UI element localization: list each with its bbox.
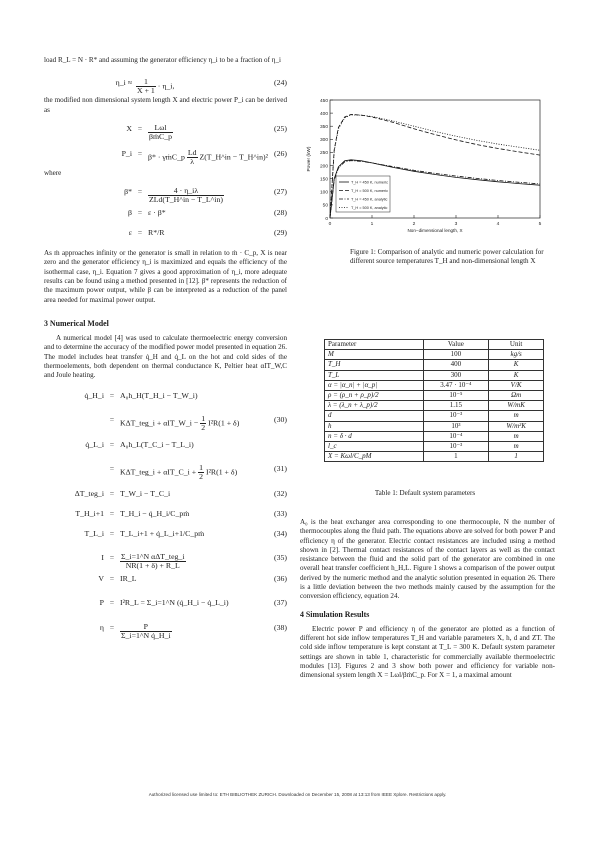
table-cell-unit: m	[489, 431, 544, 441]
x-tick-label: 5	[538, 222, 542, 227]
y-tick-label: 300	[319, 138, 328, 144]
footer-license: Authorized licensed use limited to: ETH BIBLIOTHEK ZURICH. Downloaded on December 15, 2008 at 13:13 from IEEE Xplore. Restrictions apply.	[148, 792, 447, 797]
table-row	[325, 380, 544, 390]
eq26-den: λ	[190, 156, 195, 166]
eq34-number: (34)	[274, 529, 287, 539]
eq33-number: (33)	[274, 509, 287, 519]
eq26-rhs	[148, 149, 268, 166]
eq30b-half-den: 2	[201, 423, 206, 433]
eq36-rel: =	[109, 574, 115, 584]
eq25-rel: =	[137, 123, 143, 133]
eq34-rel: =	[109, 529, 115, 539]
eq29-rel: =	[137, 228, 143, 238]
eq35-number: (35)	[274, 553, 287, 563]
eq36-number: (36)	[274, 574, 287, 584]
table-cell-value: 10⁻³	[423, 411, 489, 421]
paragraph-4: Electric power P and efficiency η of the generator are plotted as a function of different hot side inflow temperatures T_H and variable parameters X, h, d and ZT. The cold side inflow temperature is kept constant at T_L = 300 K. Default system parameter settings are shown in table 1, characteristic for commercially available thermoelectric modules [13]. Figures 2 and 3 show both power and efficiency for variable non-dimensional system length X = Lωl/βṁC_p. For X = 1, a maximal amount	[300, 624, 555, 680]
table-row	[325, 452, 544, 462]
table-cell-value: 10⁻³	[423, 441, 489, 451]
table-row	[325, 350, 544, 360]
eq30a-rel: =	[109, 391, 115, 401]
table-row	[325, 370, 544, 380]
equation-29	[44, 225, 287, 243]
table-cell-parameter: d	[325, 411, 424, 421]
eq32-lhs: ΔT_teg_i	[74, 489, 104, 499]
equation-26	[44, 142, 287, 165]
paragraph-3: A₀ is the heat exchanger area corresponding to one thermocouple, N the number of thermocouples along the fluid path. The equations above are solved for both power P and efficiency η of the generator. Electric contact resistances are included using a method shown in [2]. Thermal contact resistances of the contact layers as well as the contact resistance between the fluid and the solid part of the generator are combined in one overall heat transfer coefficient h_H,L. Figure 1 shows a comparison of the power output derived by the numeric method and the analytic solution presented in equation 26. There is a little deviation between the two methods mainly caused by the assumption for the conversion efficiency, equation 24.	[300, 518, 555, 601]
equation-31a	[44, 437, 287, 455]
eq33-rel: =	[109, 509, 115, 519]
eq30-number: (30)	[274, 415, 287, 425]
table-cell-parameter: h	[325, 421, 424, 431]
table-header-parameter: Parameter	[325, 340, 424, 350]
eq34-rhs: T_L_i+1 + q̇_L_i+1/C_pṁ	[120, 529, 205, 539]
table-cell-unit: K	[489, 370, 544, 380]
table-cell-unit: V/K	[489, 380, 544, 390]
y-axis-label: Power (kW)	[307, 146, 312, 172]
y-tick-label: 200	[319, 164, 328, 170]
eq35-lhs: I	[101, 553, 104, 563]
table-row	[325, 411, 544, 421]
table-row	[325, 390, 544, 400]
eq27-num: 4 · η_iλ	[148, 187, 224, 196]
table-1-caption: Table 1: Default system parameters	[374, 489, 476, 497]
equation-28	[44, 205, 287, 223]
eq27-rhs	[148, 187, 224, 204]
figure-1	[300, 92, 550, 242]
equation-32	[44, 486, 287, 504]
eq24-den: X + 1	[137, 86, 155, 96]
table-row	[325, 441, 544, 451]
eq38-rhs	[120, 623, 172, 640]
eq29-lhs: ε	[128, 228, 132, 238]
parameter-table	[324, 339, 544, 462]
eq35-rhs	[120, 553, 186, 570]
equation-34	[44, 526, 287, 544]
eq30b-rhs	[120, 415, 239, 432]
figure-1-caption-wrap	[350, 248, 555, 267]
power-chart	[300, 92, 550, 242]
table-row	[325, 431, 544, 441]
table-cell-unit: W/m²K	[489, 421, 544, 431]
y-tick-label: 350	[319, 125, 328, 131]
table-header-value: Value	[423, 340, 489, 350]
table-cell-value: 10³	[423, 421, 489, 431]
table-header-row	[325, 340, 544, 350]
table-cell-unit: W/mK	[489, 401, 544, 411]
table-cell-unit: m	[489, 411, 544, 421]
eq27-den: ZLd(T_H^in − T_L^in)	[149, 195, 223, 205]
eq25-num: Lωl	[148, 124, 173, 133]
table-cell-unit: m	[489, 441, 544, 451]
table-cell-parameter: l_c	[325, 441, 424, 451]
equation-36	[44, 571, 287, 589]
equation-30b	[44, 408, 287, 431]
eq38-number: (38)	[274, 623, 287, 633]
eq25-rhs	[148, 124, 173, 141]
eq35-den: NR(1 + δ) + R_L	[125, 561, 180, 571]
eq28-lhs: β	[128, 208, 132, 218]
table-cell-unit: kg/s	[489, 350, 544, 360]
eq27-lhs: β*	[124, 187, 132, 197]
table-header-unit: Unit	[489, 340, 544, 350]
eq35-num: Σ_i=1^N αΔT_teg_i	[121, 552, 185, 562]
y-tick-label: 50	[322, 203, 328, 209]
x-tick-label: 0	[328, 222, 332, 227]
table-cell-parameter: T_L	[325, 370, 424, 380]
eq32-rhs: T_W_i − T_C_i	[120, 489, 171, 499]
eq27-rel: =	[137, 187, 143, 197]
eq26-lhs: P_i	[121, 148, 132, 158]
table-cell-unit: 1	[489, 452, 544, 462]
intro-text: load R_L = N · R* and assuming the generator efficiency η_i to be a fraction of η_i	[44, 56, 281, 64]
table-cell-parameter: α = |α_n| + |α_p|	[325, 380, 424, 390]
x-tick-label: 4	[496, 222, 500, 227]
table-cell-value: 10⁻⁵	[423, 390, 489, 400]
eq31b-half-num: 1	[199, 463, 204, 473]
eq33-rhs: T_H_i − q̇_H_i/C_pṁ	[120, 509, 190, 519]
eq24-lhs: η_i ≈	[115, 78, 132, 88]
table-cell-parameter: λ = (λ_n + λ_p)/2	[325, 401, 424, 411]
figure-1-caption: Figure 1: Comparison of analytic and numeric power calculation for different source temperatures T_H and non-dimensional length X	[350, 248, 544, 266]
eq28-number: (28)	[274, 208, 287, 218]
eq31b-half-den: 2	[199, 472, 204, 482]
eq29-rhs: R*/R	[148, 228, 165, 238]
equation-24	[44, 71, 287, 94]
eq31b-rhs	[120, 464, 237, 481]
eq31a-rhs: A₀h_L(T_C_i − T_L_i)	[120, 440, 194, 450]
table-row	[325, 421, 544, 431]
table-cell-parameter: T_H	[325, 360, 424, 370]
y-tick-label: 150	[319, 177, 328, 183]
eq37-number: (37)	[274, 598, 287, 608]
eq24-num: 1	[136, 78, 156, 87]
eq37-lhs: P	[99, 598, 104, 608]
eq26-number: (26)	[274, 148, 287, 158]
table-cell-parameter: ρ = (ρ_n + ρ_p)/2	[325, 390, 424, 400]
eq31b-rel: =	[109, 464, 115, 474]
eq26-rel: =	[137, 148, 143, 158]
y-tick-label: 400	[319, 111, 328, 117]
section-4-heading: 4 Simulation Results	[300, 609, 370, 619]
eq30b-half-num: 1	[201, 414, 206, 424]
table-cell-value: 3.47 · 10⁻⁴	[423, 380, 489, 390]
eq25-number: (25)	[274, 123, 287, 133]
x-tick-label: 1	[370, 222, 374, 227]
equation-33	[44, 506, 287, 524]
y-tick-label: 0	[325, 216, 328, 222]
eq29-number: (29)	[274, 228, 287, 238]
eq28-rel: =	[137, 208, 143, 218]
table-cell-parameter: n = δ · d	[325, 431, 424, 441]
eq35-rel: =	[109, 553, 115, 563]
legend-label: T_H = 500 K, numeric	[351, 189, 389, 194]
y-tick-label: 100	[319, 190, 328, 196]
paragraph-1: As ṁ approaches infinity or the generator is small in relation to ṁ · C_p, X is near zero and the generator efficiency η_i is maximized and equals the efficiency of the isothermal case, η_i. Equation 7 gives a good approximation of η_i, more adequate results can be found using a method presented in [12]. β* represents the reduction of the maximum power output, while β can be interpreted as a reduction of the panel area needed for maximal power output.	[44, 249, 287, 304]
eq32-number: (32)	[274, 489, 287, 499]
y-tick-label: 450	[319, 98, 328, 104]
eq30b-rhs-a: KΔT_teg_i + αIT_W_i −	[120, 418, 199, 428]
x-tick-label: 3	[454, 222, 458, 227]
eq38-den: Σ_i=1^N q̇_H_i	[121, 631, 171, 641]
x-axis-label: Non−dimensional length, X	[407, 228, 463, 233]
legend-label: T_H = 450 K, analytic	[351, 197, 388, 202]
equation-35	[44, 546, 287, 569]
equation-30a	[44, 388, 287, 406]
table-row	[325, 360, 544, 370]
where-text: where	[44, 168, 62, 177]
left-column	[44, 56, 287, 641]
right-column	[300, 518, 555, 680]
equation-37	[44, 591, 287, 614]
table-cell-parameter: X = Kωl/C_pM	[325, 452, 424, 462]
eq25-den: βṁC_p	[149, 131, 173, 141]
eq37-rel: =	[109, 598, 115, 608]
equation-38	[44, 616, 287, 639]
eq31a-rel: =	[109, 440, 115, 450]
table-cell-value: 1.15	[423, 401, 489, 411]
table-cell-value: 400	[423, 360, 489, 370]
eq38-num: P	[120, 623, 172, 632]
mid-text: the modified non dimensional system length X and electric power P_i can be derived as	[44, 96, 287, 114]
eq30b-rel: =	[109, 415, 115, 425]
table-cell-unit: K	[489, 360, 544, 370]
eq36-lhs: V	[98, 574, 104, 584]
eq26-post: Z(T_H^in − T_H^in)²	[199, 152, 268, 162]
table-cell-unit: Ωm	[489, 390, 544, 400]
eq36-rhs: IR_L	[120, 574, 137, 584]
eq34-lhs: T_L_i	[84, 529, 104, 539]
eq30b-rhs-b: I²R(1 + δ)	[208, 418, 240, 428]
legend-label: T_H = 450 K, numeric	[351, 180, 389, 185]
eq26-pre: β* · γṁC_p	[148, 152, 185, 162]
eq31-number: (31)	[274, 464, 287, 474]
eq24-number: (24)	[274, 78, 287, 88]
table-row	[325, 401, 544, 411]
eq33-lhs: T_H_i+1	[75, 509, 104, 519]
legend-label: T_H = 500 K, analytic	[351, 206, 388, 211]
section-3-heading: 3 Numerical Model	[44, 318, 109, 328]
table-cell-parameter: M	[325, 350, 424, 360]
x-tick-label: 2	[412, 222, 416, 227]
eq31b-rhs-b: I²R(1 + δ)	[205, 467, 238, 477]
table-cell-value: 1	[423, 452, 489, 462]
table-cell-value: 10⁻⁴	[423, 431, 489, 441]
eq26-num: Ld	[187, 147, 197, 157]
eq24-rhs	[136, 78, 174, 95]
eq28-rhs: ε · β*	[148, 208, 166, 218]
eq30a-rhs: A₀h_H(T_H_i − T_W_i)	[120, 391, 198, 401]
table-cell-value: 300	[423, 370, 489, 380]
eq32-rel: =	[109, 489, 115, 499]
eq38-lhs: η	[99, 623, 104, 633]
eq31b-rhs-a: KΔT_teg_i + αIT_C_i +	[120, 467, 197, 477]
eq25-lhs: X	[126, 123, 132, 133]
equation-25	[44, 117, 287, 140]
eq30a-lhs: q̇_H_i	[84, 391, 104, 401]
equation-31b	[44, 457, 287, 480]
eq38-rel: =	[109, 623, 115, 633]
paragraph-2: A numerical model [4] was used to calculate thermoelectric energy conversion and to determine the accuracy of the modified power model presented in equation 26. The model includes heat transfer q̇_H and q̇_L on the hot and cold sides of the thermoelements, both dependent on thermal conductance K, Peltier heat αIT_W,C and Joule heating.	[44, 333, 287, 380]
eq24-tail: · η_i,	[157, 81, 175, 91]
eq37-rhs: I²R_L = Σ_i=1^N (q̇_H_i − q̇_L_i)	[120, 598, 229, 608]
eq31a-lhs: q̇_L_i	[85, 440, 104, 450]
equation-27	[44, 180, 287, 203]
table-cell-value: 100	[423, 350, 489, 360]
y-tick-label: 250	[319, 151, 328, 157]
eq27-number: (27)	[274, 187, 287, 197]
